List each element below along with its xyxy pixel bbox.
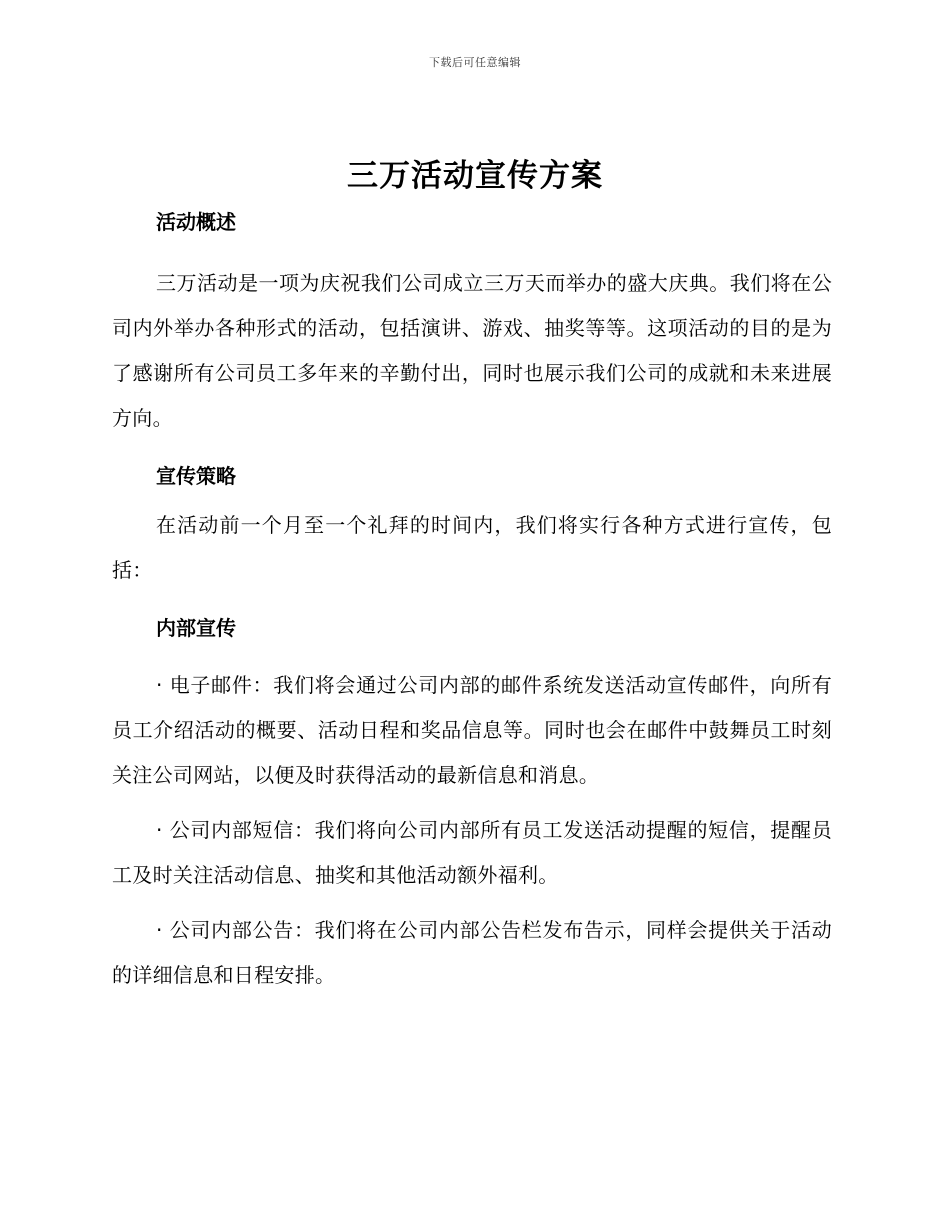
document-body [112,203,832,998]
section-heading-overview: 活动概述 [156,210,236,234]
list-item-email: · 电子邮件：我们将会通过公司内部的邮件系统发送活动宣传邮件，向所有员工介绍活动的概要、活动日程和奖品信息等。同时也会在邮件中鼓舞员工时刻关注公司网站，以便及时获得活动的最新信息和消息。 [112,673,832,787]
list-item-sms: · 公司内部短信：我们将向公司内部所有员工发送活动提醒的短信，提醒员工及时关注活动信息、抽奖和其他活动额外福利。 [112,818,832,887]
list-item-notice: · 公司内部公告：我们将在公司内部公告栏发布告示，同样会提供关于活动的详细信息和日程安排。 [112,918,832,987]
section-paragraph-strategy: 在活动前一个月至一个礼拜的时间内，我们将实行各种方式进行宣传，包括： [112,513,832,582]
section-heading-internal: 内部宣传 [156,616,236,640]
document-title: 三万活动宣传方案 [347,158,603,194]
section-paragraph-overview: 三万活动是一项为庆祝我们公司成立三万天而举办的盛大庆典。我们将在公司内外举办各种形式的活动，包括演讲、游戏、抽奖等等。这项活动的目的是为了感谢所有公司员工多年来的辛勤付出，同时也展示我们公司的成就和未来进展方向。 [112,271,832,430]
page-header-note: 下载后可任意编辑 [429,56,521,69]
section-heading-strategy: 宣传策略 [156,464,236,488]
